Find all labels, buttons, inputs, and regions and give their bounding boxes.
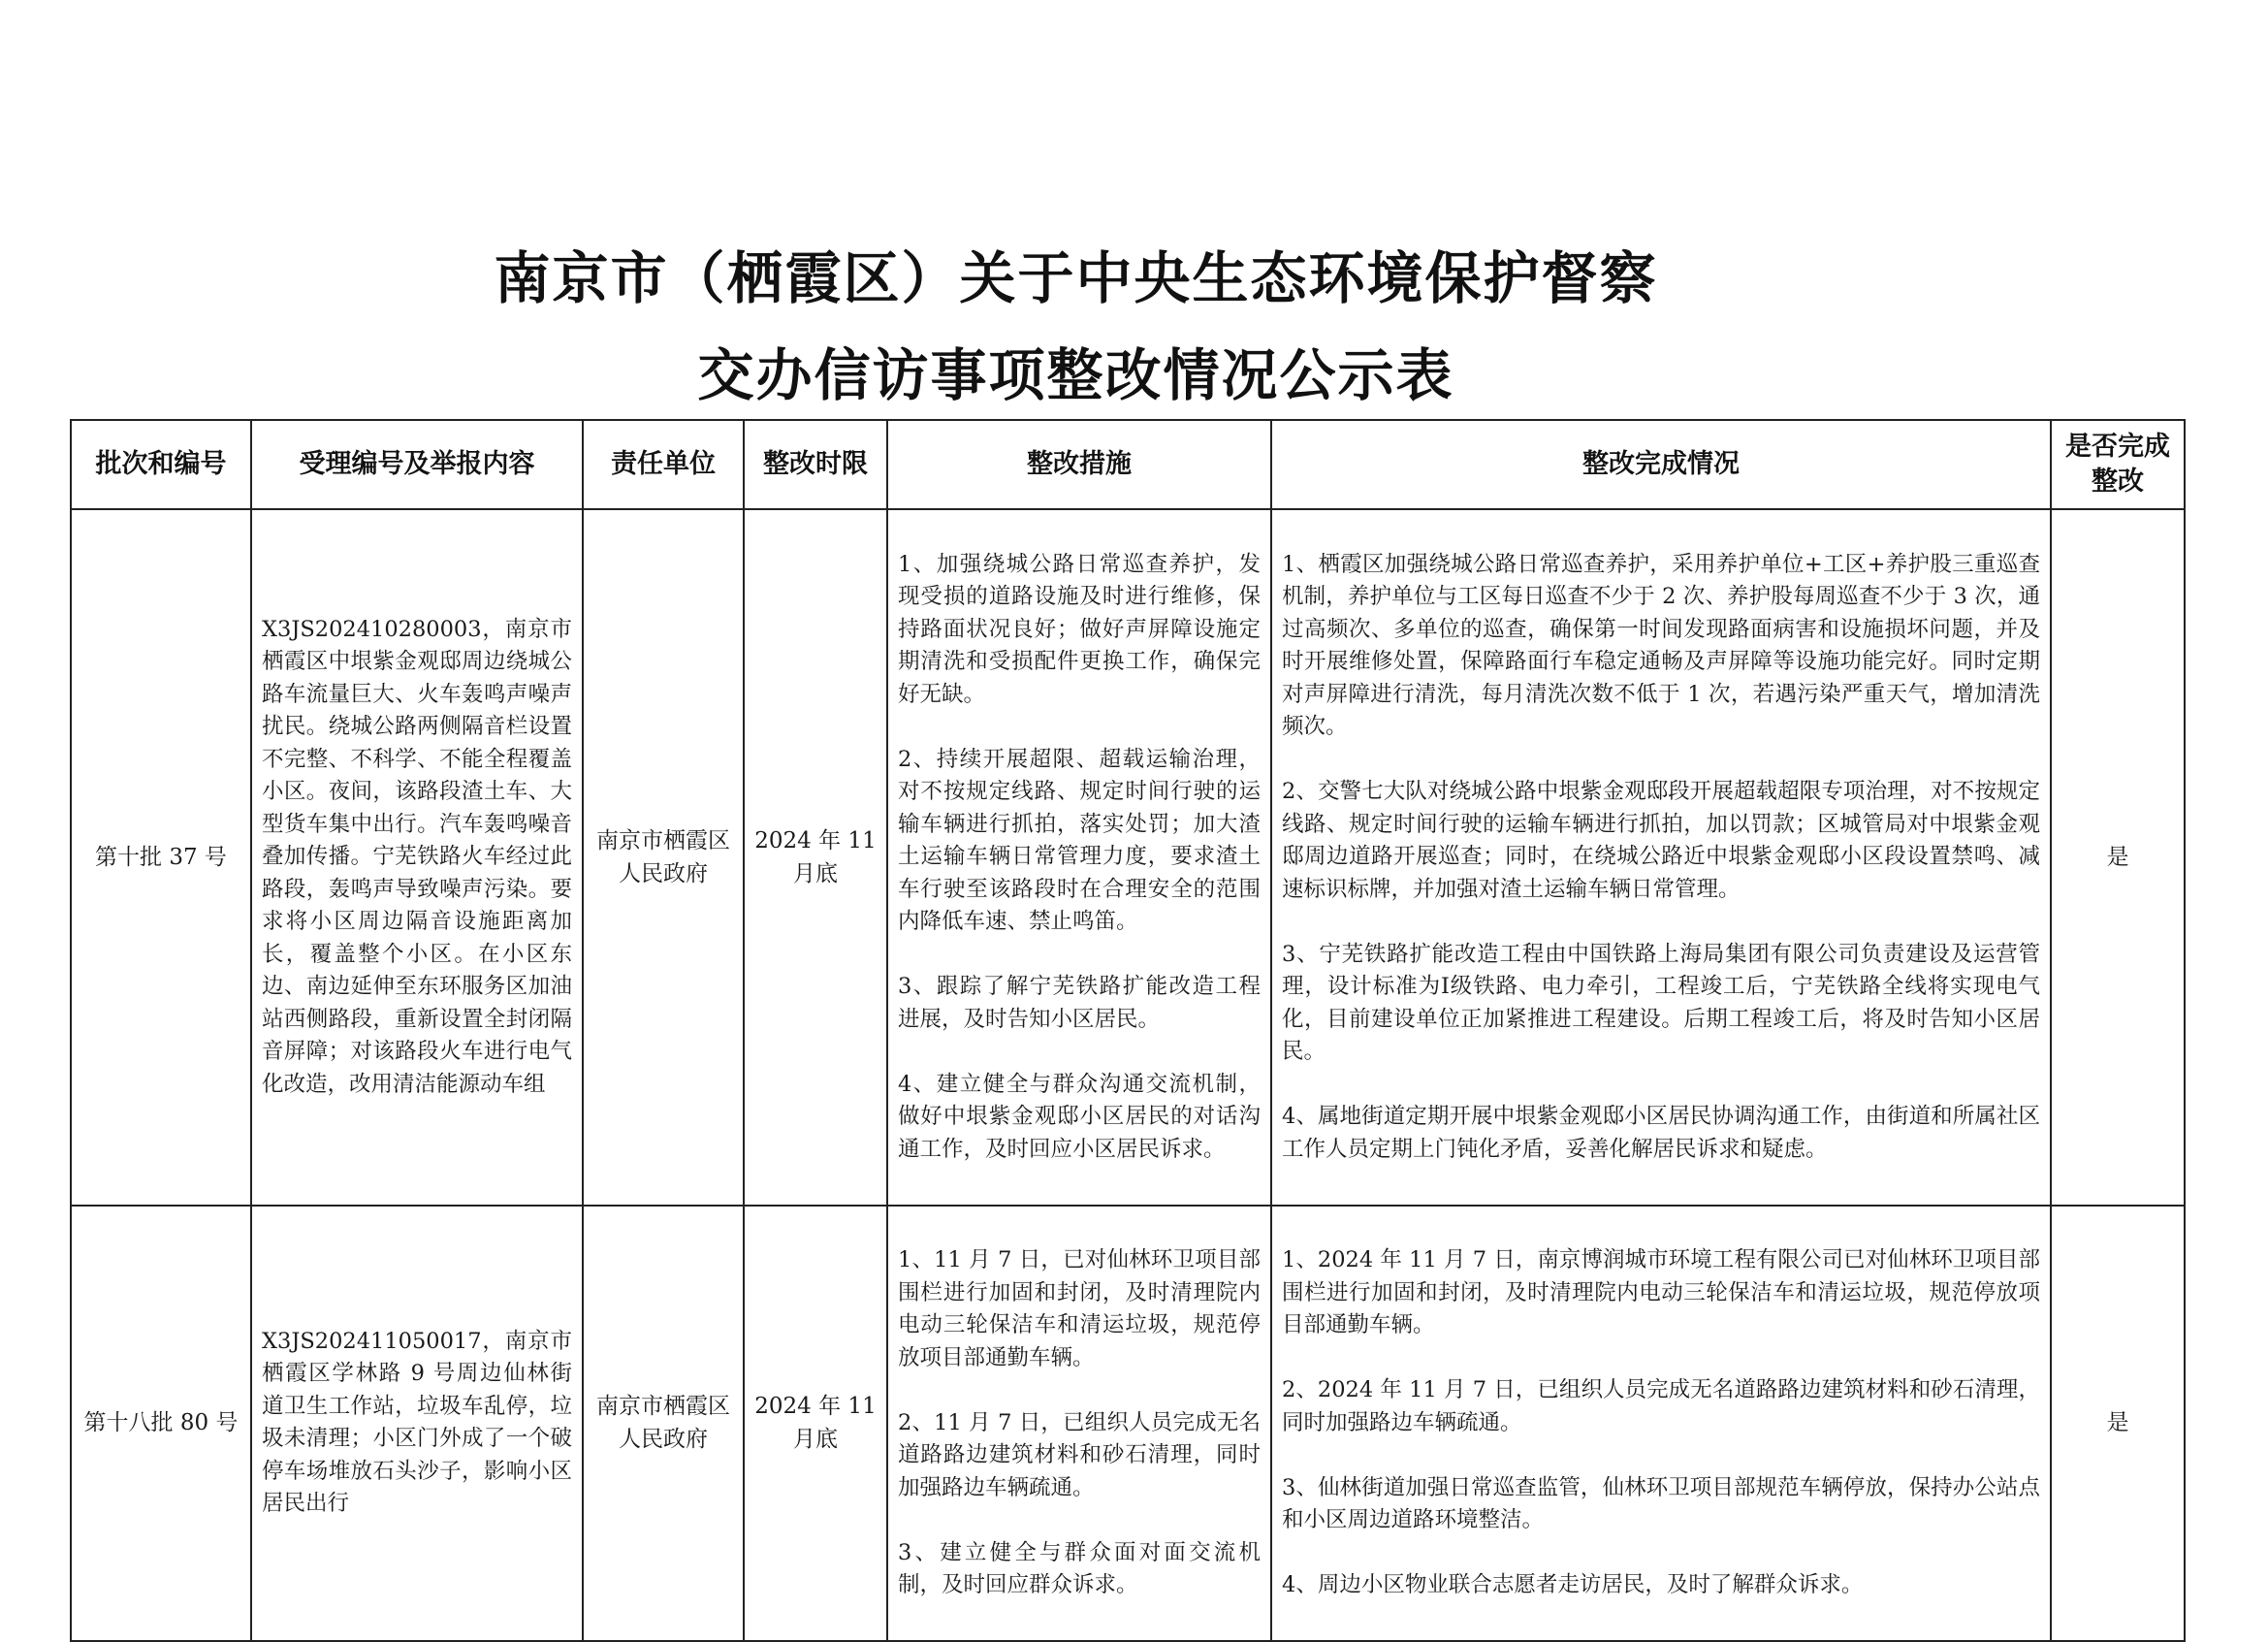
cell-measures <box>887 1206 1271 1642</box>
completion-item: 1、2024 年 11 月 7 日，南京博润城市环境工程有限公司已对仙林环卫项目部围栏进行加固和封闭，及时清理院内电动三轮保洁车和清运垃圾，规范停放项目部通勤车辆。 <box>1282 1247 2040 1337</box>
header-deadline: 整改时限 <box>744 420 887 509</box>
document-title-line-1: 南京市（栖霞区）关于中央生态环境保护督察 <box>494 245 1658 311</box>
completion-item: 3、宁芜铁路扩能改造工程由中国铁路上海局集团有限公司负责建设及运营管理，设计标准为Ⅰ级铁路、电力牵引，工程竣工后，宁芜铁路全线将实现电气化，目前建设单位正加紧推进工程建设。后期工程竣工后，将及时告知小区居民。 <box>1282 941 2040 1064</box>
cell-responsible-unit: 南京市栖霞区人民政府 <box>583 1206 744 1642</box>
completion-item: 3、仙林街道加强日常巡查监管，仙林环卫项目部规范车辆停放，保持办公站点和小区周边道路环境整洁。 <box>1282 1474 2040 1532</box>
measure-item: 4、建立健全与群众沟通交流机制，做好中垠紫金观邸小区居民的对话沟通工作，及时回应小区居民诉求。 <box>898 1071 1261 1162</box>
cell-report-content: X3JS202410280003，南京市栖霞区中垠紫金观邸周边绕城公路车流量巨大、火车轰鸣声噪声扰民。绕城公路两侧隔音栏设置不完整、不科学、不能全程覆盖小区。夜间，该路段渣土车、大型货车集中出行。汽车轰鸣噪音叠加传播。宁芜铁路火车经过此路段，轰鸣声导致噪声污染。要求将小区周边隔音设施距离加长，覆盖整个小区。在小区东边、南边延伸至东环服务区加油站西侧路段，重新设置全封闭隔音屏障；对该路段火车进行电气化改造，改用清洁能源动车组 <box>251 509 583 1206</box>
header-completion: 整改完成情况 <box>1271 420 2051 509</box>
cell-measures <box>887 509 1271 1206</box>
header-measures: 整改措施 <box>887 420 1271 509</box>
header-batch: 批次和编号 <box>71 420 251 509</box>
completion-item: 1、栖霞区加强绕城公路日常巡查养护，采用养护单位+工区+养护股三重巡查机制，养护单位与工区每日巡查不少于 2 次、养护股每周巡查不少于 3 次，通过高频次、多单位的巡查，确保第一时间发现路面病害和设施损坏问题，并及时开展维修处置，保障路面行车稳定通畅及声屏障等设施功能完好。同时定期对声屏障进行清洗，每月清洗次数不低于 1 次，若遇污染严重天气，增加清洗频次。 <box>1282 551 2040 739</box>
table-header-row <box>71 420 2185 509</box>
measure-item: 1、11 月 7 日，已对仙林环卫项目部围栏进行加固和封闭，及时清理院内电动三轮保洁车和清运垃圾，规范停放项目部通勤车辆。 <box>898 1247 1261 1370</box>
cell-completion <box>1271 1206 2051 1642</box>
cell-report-content: X3JS202411050017，南京市栖霞区学林路 9 号周边仙林街道卫生工作站，垃圾车乱停，垃圾未清理；小区门外成了一个破停车场堆放石头沙子，影响小区居民出行 <box>251 1206 583 1642</box>
measure-item: 3、跟踪了解宁芜铁路扩能改造工程进展，及时告知小区居民。 <box>898 974 1261 1032</box>
table-row <box>71 1206 2185 1642</box>
measure-item: 3、建立健全与群众面对面交流机制，及时回应群众诉求。 <box>898 1539 1261 1597</box>
cell-batch: 第十批 37 号 <box>71 509 251 1206</box>
cell-done: 是 <box>2051 509 2185 1206</box>
measure-item: 2、持续开展超限、超载运输治理，对不按规定线路、规定时间行驶的运输车辆进行抓拍，落实处罚；加大渣土运输车辆日常管理力度，要求渣土车行驶至该路段时在合理安全的范围内降低车速、禁止鸣笛。 <box>898 746 1261 934</box>
header-responsible-unit: 责任单位 <box>583 420 744 509</box>
cell-done: 是 <box>2051 1206 2185 1642</box>
header-report-content: 受理编号及举报内容 <box>251 420 583 509</box>
cell-deadline: 2024 年 11 月底 <box>744 509 887 1206</box>
measure-item: 2、11 月 7 日，已组织人员完成无名道路路边建筑材料和砂石清理，同时加强路边车辆疏通。 <box>898 1409 1261 1500</box>
completion-item: 4、周边小区物业联合志愿者走访居民，及时了解群众诉求。 <box>1282 1572 1864 1597</box>
cell-deadline: 2024 年 11 月底 <box>744 1206 887 1642</box>
rectification-table <box>70 419 2186 1642</box>
cell-completion <box>1271 509 2051 1206</box>
measure-item: 1、加强绕城公路日常巡查养护，发现受损的道路设施及时进行维修，保持路面状况良好；做好声屏障设施定期清洗和受损配件更换工作，确保完好无缺。 <box>898 551 1261 707</box>
document-title-line-2: 交办信访事项整改情况公示表 <box>697 342 1454 408</box>
completion-item: 2、交警七大队对绕城公路中垠紫金观邸段开展超载超限专项治理，对不按规定线路、规定时间行驶的运输车辆进行抓拍，加以罚款；区城管局对中垠紫金观邸周边道路开展巡查；同时，在绕城公路近中垠紫金观邸小区段设置禁鸣、减速标识标牌，并加强对渣土运输车辆日常管理。 <box>1282 779 2040 902</box>
header-done: 是否完成整改 <box>2051 420 2185 509</box>
cell-batch: 第十八批 80 号 <box>71 1206 251 1642</box>
table-row <box>71 509 2185 1206</box>
cell-responsible-unit: 南京市栖霞区人民政府 <box>583 509 744 1206</box>
completion-item: 4、属地街道定期开展中垠紫金观邸小区居民协调沟通工作，由街道和所属社区工作人员定期上门钝化矛盾，妥善化解居民诉求和疑虑。 <box>1282 1104 2040 1162</box>
completion-item: 2、2024 年 11 月 7 日，已组织人员完成无名道路路边建筑材料和砂石清理，同时加强路边车辆疏通。 <box>1282 1377 2040 1435</box>
